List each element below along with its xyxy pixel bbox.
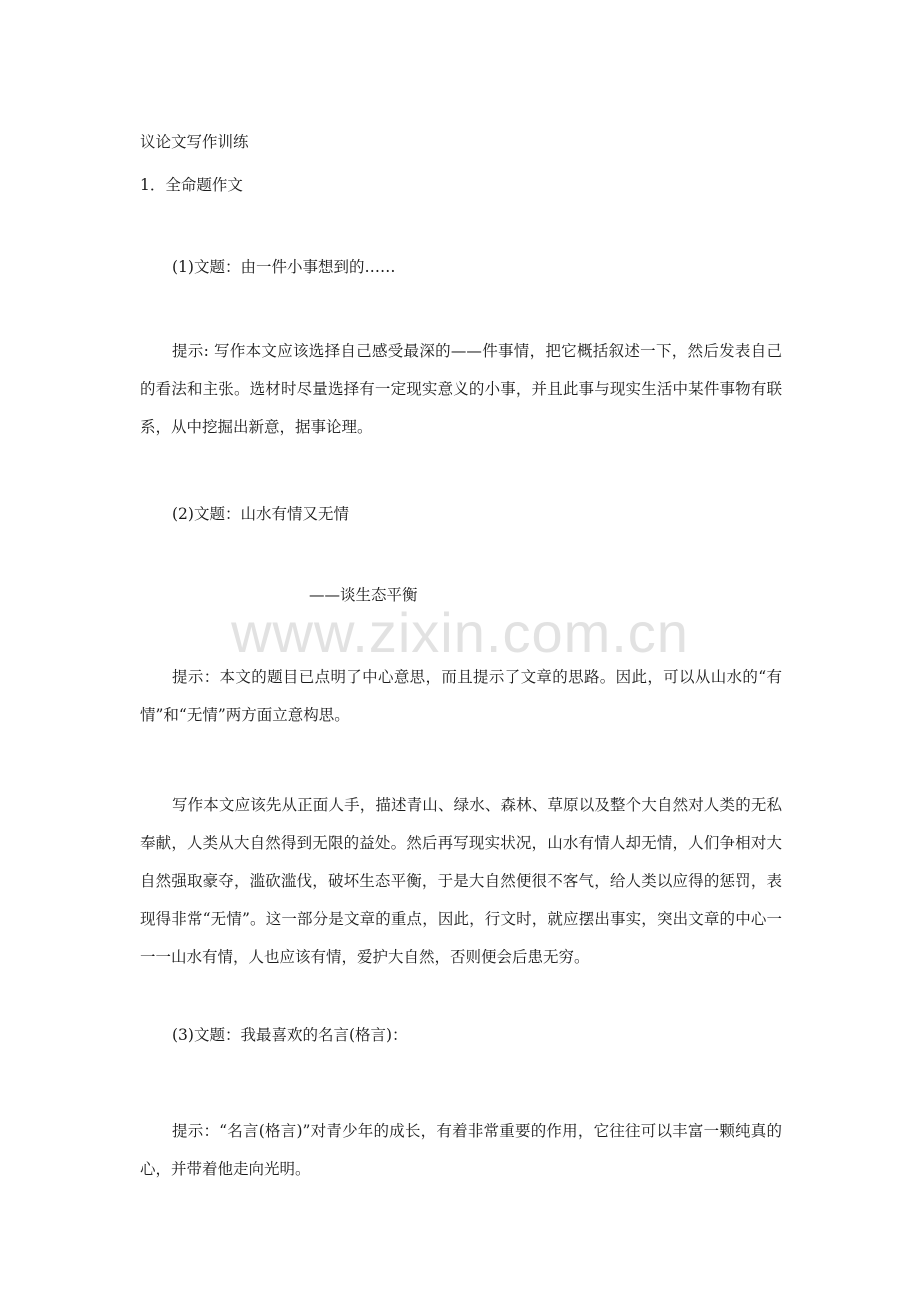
section-heading: 1．全命题作文 (140, 176, 243, 194)
document-title: 议论文写作训练 (140, 133, 249, 151)
topic-3: (3)文题：我最喜欢的名言(格言)： (172, 1026, 408, 1044)
watermark: www.zixin.com.cn (231, 601, 689, 664)
topic-1: (1)文题：由一件小事想到的…… (172, 258, 396, 276)
tip-3-paragraph: 提示：“名言(格言)”对青少年的成长，有着非常重要的作用，它往往可以丰富一颗纯真的心，并带着他走向光明。 (140, 1122, 782, 1178)
tip-1-paragraph: 提示: 写作本文应该选择自己感受最深的——件事情，把它概括叙述一下，然后发表自己的看法和主张。选材时尽量选择有一定现实意义的小事，并且此事与现实生活中某件事物有联系，从中挖掘出新意，据事论理。 (140, 342, 782, 436)
tip-2-detail-paragraph: 写作本文应该先从正面人手，描述青山、绿水、森林、草原以及整个大自然对人类的无私奉献，人类从大自然得到无限的益处。然后再写现实状况，山水有情人却无情，人们争相对大自然强取豪夺，滥砍滥伐，破坏生态平衡，于是大自然便很不客气，给人类以应得的惩罚，表现得非常“无情”。这一部分是文章的重点，因此，行文时，就应摆出事实，突出文章的中心一一一山水有情，人也应该有情，爱护大自然，否则便会后患无穷。 (140, 796, 782, 966)
topic-2: (2)文题：山水有情又无情 (172, 505, 349, 523)
topic-2-subtitle: ——谈生态平衡 (309, 586, 418, 604)
tip-2-paragraph: 提示：本文的题目已点明了中心意思，而且提示了文章的思路。因此，可以从山水的“有情”和“无情”两方面立意构思。 (140, 668, 782, 724)
